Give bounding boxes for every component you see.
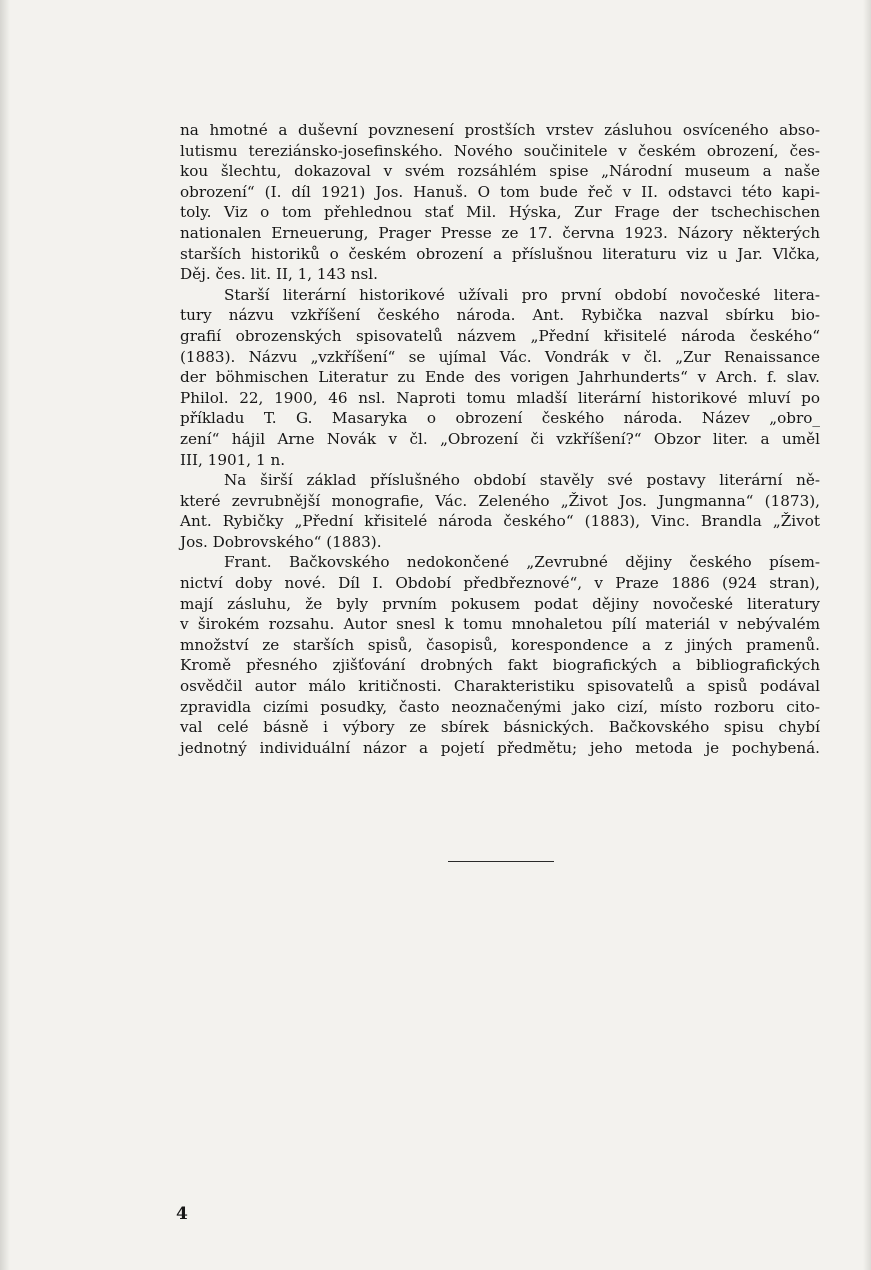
text-line: (1883). Názvu „vzkříšení“ se ujímal Vác. Vondrák v čl. „Zur Renaissance [180,347,820,366]
page-number: 4 [176,1204,188,1224]
text-line: které zevrubnější monografie, Vác. Zeleného „Život Jos. Jungmanna“ (1873), [180,491,820,510]
text-line: obrození“ (I. díl 1921) Jos. Hanuš. O tom bude řeč v II. odstavci této kapi- [180,182,820,201]
text-line: Starší literární historikové užívali pro první období novočeské litera- [224,285,820,304]
text-line: toly. Viz o tom přehlednou stať Mil. Hýska, Zur Frage der tschechischen [180,203,820,222]
text-line: zení“ hájil Arne Novák v čl. „Obrození či vzkříšení?“ Obzor liter. a uměl [180,429,820,448]
paragraph-2 [180,285,820,470]
text-line: příkladu T. G. Masaryka o obrození českého národa. Název „obro_ [180,409,820,428]
text-line: der böhmischen Literatur zu Ende des vorigen Jahrhunderts“ v Arch. f. slav. [180,368,820,387]
text-line: na hmotné a duševní povznesení prostších vrstev zásluhou osvíceného abso- [180,121,820,139]
text-line: nationalen Erneuerung, Prager Presse ze 17. června 1923. Názory některých [180,223,820,242]
text-line: nictví doby nové. Díl I. Období předbřeznové“, v Praze 1886 (924 stran), [180,574,820,593]
text-line: lutismu tereziánsko-josefinského. Nového součinitele v českém obrození, čes- [180,141,820,160]
text-line: Děj. čes. lit. II, 1, 143 nsl. [180,265,378,284]
text-line: v širokém rozsahu. Autor snesl k tomu mnohaletou pílí materiál v nebývalém [180,615,820,634]
paragraph-4 [180,552,820,758]
page-edge-right [863,0,871,1270]
text-line: grafií obrozenských spisovatelů názvem „Přední křisitelé národa českého“ [180,326,820,345]
text-line: zpravidla cizími posudky, často neoznačenými jako cizí, místo rozboru cito- [180,697,820,716]
body-text [180,120,820,758]
text-line: kou šlechtu, dokazoval v svém rozsáhlém spise „Národní museum a naše [180,162,820,181]
text-line: Philol. 22, 1900, 46 nsl. Naproti tomu mladší literární historikové mluví po [180,388,820,407]
text-line: Frant. Bačkovského nedokončené „Zevrubné dějiny českého písem- [224,553,820,572]
text-line: III, 1901, 1 n. [180,450,286,469]
text-line: Kromě přesného zjišťování drobných fakt biografických a bibliografických [180,656,820,675]
text-line: Ant. Rybičky „Přední křisitelé národa českého“ (1883), Vinc. Brandla „Život [180,512,820,531]
text-line: Jos. Dobrovského“ (1883). [180,532,382,551]
text-line: Na širší základ příslušného období stavěly své postavy literární ně- [224,471,820,490]
text-line: starších historiků o českém obrození a příslušnou literaturu viz u Jar. Vlčka, [180,244,820,263]
page-edge-left [0,0,10,1270]
text-line: tury názvu vzkříšení českého národa. Ant. Rybička nazval sbírku bio- [180,306,820,325]
text-line: jednotný individuální názor a pojetí předmětu; jeho metoda je pochybená. [180,738,820,757]
section-divider [448,861,554,862]
text-line: val celé básně i výbory ze sbírek básnických. Bačkovského spisu chybí [180,718,820,737]
text-line: osvědčil autor málo kritičnosti. Charakteristiku spisovatelů a spisů podával [180,677,820,696]
paragraph-1 [180,120,820,285]
text-line: množství ze starších spisů, časopisů, korespondence a z jiných pramenů. [180,635,820,654]
text-line: mají zásluhu, že byly prvním pokusem podat dějiny novočeské literatury [180,594,820,613]
paragraph-3 [180,470,820,552]
